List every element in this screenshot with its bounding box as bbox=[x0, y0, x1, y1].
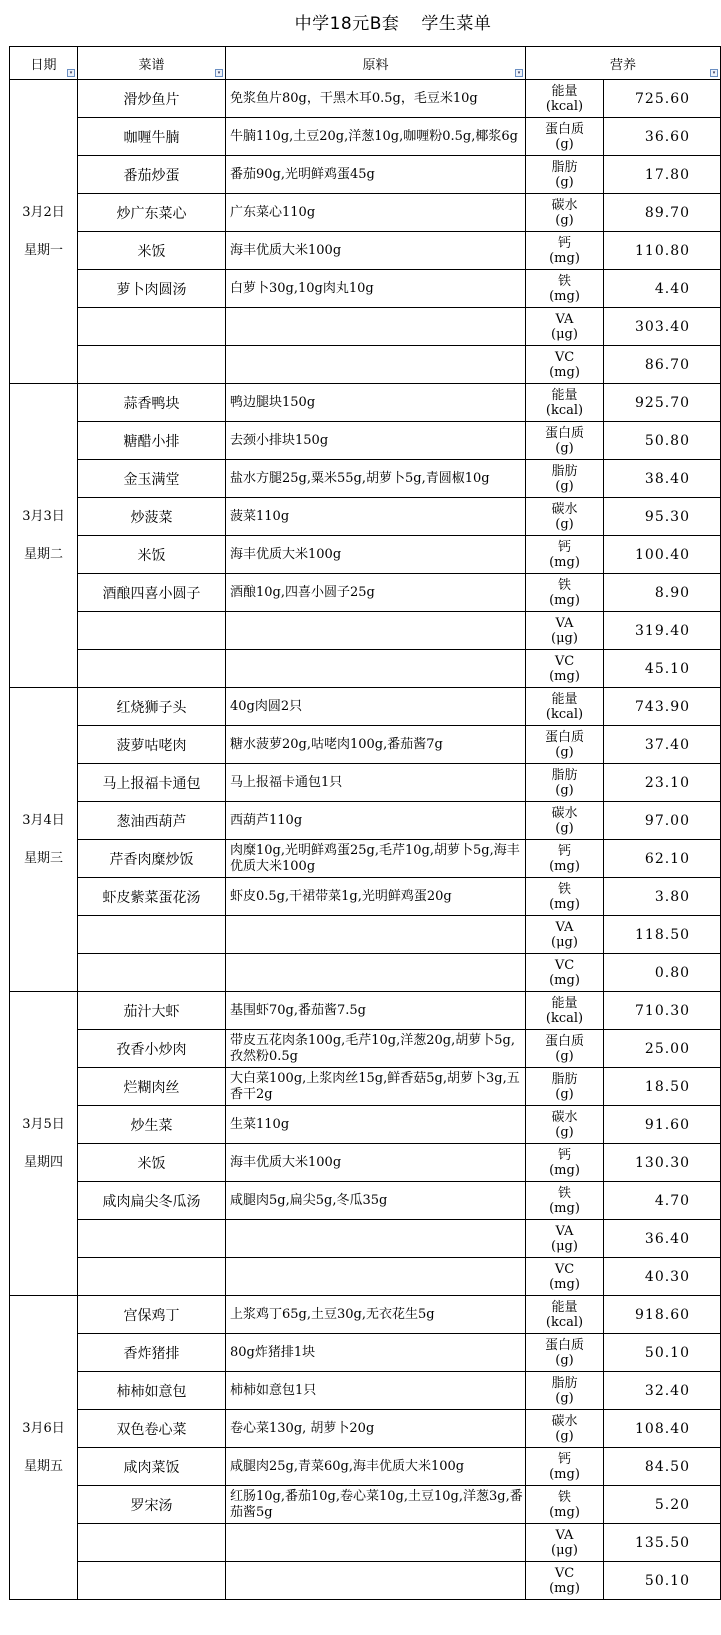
ingredients-cell[interactable]: 肉糜10g,光明鲜鸡蛋25g,毛芹10g,胡萝卜5g,海丰优质大米100g bbox=[226, 840, 526, 878]
ingredients-cell[interactable]: 咸腿肉5g,扁尖5g,冬瓜35g bbox=[226, 1182, 526, 1220]
ingredients-cell[interactable]: 免浆鱼片80g，干黑木耳0.5g，毛豆米10g bbox=[226, 80, 526, 118]
table-row bbox=[10, 1030, 721, 1068]
ingredients-cell[interactable]: 海丰优质大米100g bbox=[226, 536, 526, 574]
table-row bbox=[10, 1486, 721, 1524]
nutrient-value-cell[interactable]: 84.50 bbox=[604, 1448, 721, 1486]
dish-name-cell[interactable] bbox=[78, 1562, 226, 1600]
date-label: 3月4日 bbox=[22, 812, 65, 828]
ingredients-cell[interactable]: 糖水菠萝20g,咕咾肉100g,番茄酱7g bbox=[226, 726, 526, 764]
date-cell[interactable] bbox=[10, 384, 78, 688]
weekday-label: 星期四 bbox=[23, 1154, 63, 1170]
ingredients-cell[interactable]: 牛腩110g,土豆20g,洋葱10g,咖喱粉0.5g,椰浆6g bbox=[226, 118, 526, 156]
nutrient-value-cell[interactable]: 97.00 bbox=[604, 802, 721, 840]
dish-name-cell[interactable]: 咖喱牛腩 bbox=[78, 118, 226, 156]
nutrient-name-cell[interactable]: 脂肪 (g) bbox=[526, 1372, 604, 1410]
nutrient-value-cell[interactable]: 32.40 bbox=[604, 1372, 721, 1410]
nutrient-value-cell[interactable]: 118.50 bbox=[604, 916, 721, 954]
nutrient-value-cell[interactable]: 5.20 bbox=[604, 1486, 721, 1524]
ingredients-cell[interactable]: 带皮五花肉条100g,毛芹10g,洋葱20g,胡萝卜5g,孜然粉0.5g bbox=[226, 1030, 526, 1068]
dish-name-cell[interactable]: 香炸猪排 bbox=[78, 1334, 226, 1372]
nutrient-value-cell[interactable]: 710.30 bbox=[604, 992, 721, 1030]
table-row bbox=[10, 612, 721, 650]
ingredients-cell[interactable]: 西葫芦110g bbox=[226, 802, 526, 840]
ingredients-cell[interactable] bbox=[226, 954, 526, 992]
ingredients-cell[interactable]: 盐水方腿25g,粟米55g,胡萝卜5g,青圆椒10g bbox=[226, 460, 526, 498]
table-row bbox=[10, 1220, 721, 1258]
date-label: 3月5日 bbox=[22, 1116, 65, 1132]
nutrient-value-cell[interactable]: 23.10 bbox=[604, 764, 721, 802]
nutrient-name-cell[interactable]: 蛋白质 (g) bbox=[526, 1334, 604, 1372]
table-row bbox=[10, 726, 721, 764]
date-cell[interactable] bbox=[10, 1296, 78, 1600]
ingredients-cell[interactable]: 马上报福卡通包1只 bbox=[226, 764, 526, 802]
ingredients-cell[interactable] bbox=[226, 1562, 526, 1600]
table-row bbox=[10, 1258, 721, 1296]
ingredients-cell[interactable]: 基围虾70g,番茄酱7.5g bbox=[226, 992, 526, 1030]
dish-name-cell[interactable]: 蒜香鸭块 bbox=[78, 384, 226, 422]
nutrient-value-cell[interactable]: 319.40 bbox=[604, 612, 721, 650]
dish-name-cell[interactable] bbox=[78, 1220, 226, 1258]
ingredients-cell[interactable]: 海丰优质大米100g bbox=[226, 1144, 526, 1182]
ingredients-cell[interactable] bbox=[226, 308, 526, 346]
dish-name-cell[interactable]: 酒酿四喜小圆子 bbox=[78, 574, 226, 612]
nutrient-name-cell[interactable]: VA (μg) bbox=[526, 308, 604, 346]
nutrient-name-cell[interactable]: 铁 (mg) bbox=[526, 1182, 604, 1220]
table-row bbox=[10, 308, 721, 346]
nutrient-value-cell[interactable]: 40.30 bbox=[604, 1258, 721, 1296]
header-ingredients[interactable] bbox=[226, 47, 526, 80]
nutrient-name-cell[interactable]: 蛋白质 (g) bbox=[526, 422, 604, 460]
dish-name-cell[interactable]: 虾皮紫菜蛋花汤 bbox=[78, 878, 226, 916]
ingredients-cell[interactable]: 菠菜110g bbox=[226, 498, 526, 536]
ingredients-cell[interactable]: 红肠10g,番茄10g,卷心菜10g,土豆10g,洋葱3g,番茄酱5g bbox=[226, 1486, 526, 1524]
dish-name-cell[interactable]: 萝卜肉圆汤 bbox=[78, 270, 226, 308]
table-row bbox=[10, 992, 721, 1030]
ingredients-cell[interactable]: 海丰优质大米100g bbox=[226, 232, 526, 270]
header-date-label: 日期 bbox=[30, 57, 57, 73]
nutrient-name-cell[interactable]: 碳水 (g) bbox=[526, 194, 604, 232]
nutrient-value-cell[interactable]: 925.70 bbox=[604, 384, 721, 422]
nutrient-name-cell[interactable]: VA (μg) bbox=[526, 1220, 604, 1258]
dish-name-cell[interactable]: 炒生菜 bbox=[78, 1106, 226, 1144]
dish-name-cell[interactable] bbox=[78, 916, 226, 954]
table-row bbox=[10, 1296, 721, 1334]
table-row bbox=[10, 384, 721, 422]
dish-name-cell[interactable] bbox=[78, 308, 226, 346]
ingredients-cell[interactable]: 咸腿肉25g,青菜60g,海丰优质大米100g bbox=[226, 1448, 526, 1486]
dish-name-cell[interactable] bbox=[78, 1258, 226, 1296]
menu-table bbox=[9, 46, 721, 1600]
filter-dropdown-icon[interactable]: ▾ bbox=[710, 69, 718, 77]
dish-name-cell[interactable]: 双色卷心菜 bbox=[78, 1410, 226, 1448]
ingredients-cell[interactable]: 酒酿10g,四喜小圆子25g bbox=[226, 574, 526, 612]
ingredients-cell[interactable]: 广东菜心110g bbox=[226, 194, 526, 232]
table-row bbox=[10, 1372, 721, 1410]
dish-name-cell[interactable]: 宫保鸡丁 bbox=[78, 1296, 226, 1334]
table-row bbox=[10, 232, 721, 270]
dish-name-cell[interactable]: 菠萝咕咾肉 bbox=[78, 726, 226, 764]
nutrient-name-cell[interactable]: 钙 (mg) bbox=[526, 232, 604, 270]
ingredients-cell[interactable] bbox=[226, 650, 526, 688]
header-ingredients-label: 原料 bbox=[362, 57, 389, 73]
page-title bbox=[237, 2, 549, 46]
title-text: 中学18元B套 bbox=[294, 14, 400, 34]
nutrient-name-cell[interactable]: 钙 (mg) bbox=[526, 1144, 604, 1182]
table-row bbox=[10, 156, 721, 194]
table-row bbox=[10, 118, 721, 156]
header-dish-label: 菜谱 bbox=[138, 57, 165, 73]
nutrient-value-cell[interactable]: 50.80 bbox=[604, 422, 721, 460]
table-row bbox=[10, 650, 721, 688]
nutrient-name-cell[interactable]: VC (mg) bbox=[526, 1562, 604, 1600]
filter-dropdown-icon[interactable]: ▾ bbox=[67, 69, 75, 77]
filter-dropdown-icon[interactable]: ▾ bbox=[515, 69, 523, 77]
nutrient-name-cell[interactable]: 碳水 (g) bbox=[526, 1410, 604, 1448]
nutrient-value-cell[interactable]: 110.80 bbox=[604, 232, 721, 270]
nutrient-name-cell[interactable]: VA (μg) bbox=[526, 916, 604, 954]
table-row bbox=[10, 878, 721, 916]
dish-name-cell[interactable] bbox=[78, 1524, 226, 1562]
ingredients-cell[interactable]: 生菜110g bbox=[226, 1106, 526, 1144]
nutrient-name-cell[interactable]: 能量 (kcal) bbox=[526, 384, 604, 422]
table-row bbox=[10, 498, 721, 536]
ingredients-cell[interactable]: 鸭边腿块150g bbox=[226, 384, 526, 422]
nutrient-name-cell[interactable]: 脂肪 (g) bbox=[526, 764, 604, 802]
table-row bbox=[10, 688, 721, 726]
table-row bbox=[10, 1182, 721, 1220]
nutrient-value-cell[interactable]: 50.10 bbox=[604, 1562, 721, 1600]
table-row bbox=[10, 1410, 721, 1448]
filter-dropdown-icon[interactable]: ▾ bbox=[215, 69, 223, 77]
table-row bbox=[10, 1068, 721, 1106]
nutrient-name-cell[interactable]: 铁 (mg) bbox=[526, 270, 604, 308]
nutrient-value-cell[interactable]: 743.90 bbox=[604, 688, 721, 726]
nutrient-value-cell[interactable]: 100.40 bbox=[604, 536, 721, 574]
dish-name-cell[interactable]: 茄汁大虾 bbox=[78, 992, 226, 1030]
date-cell[interactable] bbox=[10, 80, 78, 384]
nutrient-value-cell[interactable]: 135.50 bbox=[604, 1524, 721, 1562]
dish-name-cell[interactable]: 咸肉扁尖冬瓜汤 bbox=[78, 1182, 226, 1220]
dish-name-cell[interactable]: 米饭 bbox=[78, 232, 226, 270]
nutrient-value-cell[interactable]: 89.70 bbox=[604, 194, 721, 232]
nutrient-name-cell[interactable]: VA (μg) bbox=[526, 1524, 604, 1562]
nutrient-name-cell[interactable]: 碳水 (g) bbox=[526, 1106, 604, 1144]
header-dish[interactable] bbox=[78, 47, 226, 80]
ingredients-cell[interactable]: 去颈小排块150g bbox=[226, 422, 526, 460]
table-row bbox=[10, 802, 721, 840]
nutrient-name-cell[interactable]: 脂肪 (g) bbox=[526, 156, 604, 194]
nutrient-value-cell[interactable]: 36.60 bbox=[604, 118, 721, 156]
table-row bbox=[10, 1334, 721, 1372]
dish-name-cell[interactable] bbox=[78, 346, 226, 384]
ingredients-cell[interactable]: 大白菜100g,上浆肉丝15g,鲜香菇5g,胡萝卜3g,五香干2g bbox=[226, 1068, 526, 1106]
nutrient-value-cell[interactable]: 0.80 bbox=[604, 954, 721, 992]
ingredients-cell[interactable] bbox=[226, 916, 526, 954]
ingredients-cell[interactable] bbox=[226, 346, 526, 384]
table-row bbox=[10, 1448, 721, 1486]
nutrient-value-cell[interactable]: 3.80 bbox=[604, 878, 721, 916]
dish-name-cell[interactable]: 炒广东菜心 bbox=[78, 194, 226, 232]
nutrient-name-cell[interactable]: 铁 (mg) bbox=[526, 1486, 604, 1524]
ingredients-cell[interactable]: 番茄90g,光明鲜鸡蛋45g bbox=[226, 156, 526, 194]
date-label: 3月2日 bbox=[22, 204, 65, 220]
weekday-label: 星期二 bbox=[23, 546, 63, 562]
nutrient-name-cell[interactable]: 蛋白质 (g) bbox=[526, 726, 604, 764]
nutrient-name-cell[interactable]: VC (mg) bbox=[526, 1258, 604, 1296]
date-cell[interactable] bbox=[10, 688, 78, 992]
dish-name-cell[interactable]: 咸肉菜饭 bbox=[78, 1448, 226, 1486]
nutrient-name-cell[interactable]: 能量 (kcal) bbox=[526, 688, 604, 726]
date-label: 3月3日 bbox=[22, 508, 65, 524]
ingredients-cell[interactable]: 白萝卜30g,10g肉丸10g bbox=[226, 270, 526, 308]
table-row bbox=[10, 536, 721, 574]
dish-name-cell[interactable]: 番茄炒蛋 bbox=[78, 156, 226, 194]
dish-name-cell[interactable] bbox=[78, 954, 226, 992]
nutrient-name-cell[interactable]: 铁 (mg) bbox=[526, 878, 604, 916]
nutrient-value-cell[interactable]: 130.30 bbox=[604, 1144, 721, 1182]
dish-name-cell[interactable]: 孜香小炒肉 bbox=[78, 1030, 226, 1068]
nutrient-value-cell[interactable]: 38.40 bbox=[604, 460, 721, 498]
table-row bbox=[10, 1562, 721, 1600]
dish-name-cell[interactable]: 烂糊肉丝 bbox=[78, 1068, 226, 1106]
nutrient-value-cell[interactable]: 18.50 bbox=[604, 1068, 721, 1106]
nutrient-name-cell[interactable]: VC (mg) bbox=[526, 954, 604, 992]
nutrient-name-cell[interactable]: 钙 (mg) bbox=[526, 840, 604, 878]
nutrient-value-cell[interactable]: 725.60 bbox=[604, 80, 721, 118]
ingredients-cell[interactable]: 上浆鸡丁65g,土豆30g,无衣花生5g bbox=[226, 1296, 526, 1334]
dish-name-cell[interactable]: 米饭 bbox=[78, 1144, 226, 1182]
nutrient-value-cell[interactable]: 918.60 bbox=[604, 1296, 721, 1334]
nutrient-name-cell[interactable]: 铁 (mg) bbox=[526, 574, 604, 612]
nutrient-value-cell[interactable]: 36.40 bbox=[604, 1220, 721, 1258]
menu-body bbox=[10, 80, 721, 1600]
table-row bbox=[10, 194, 721, 232]
nutrient-value-cell[interactable]: 91.60 bbox=[604, 1106, 721, 1144]
table-row bbox=[10, 460, 721, 498]
ingredients-cell[interactable] bbox=[226, 612, 526, 650]
dish-name-cell[interactable]: 米饭 bbox=[78, 536, 226, 574]
table-row bbox=[10, 954, 721, 992]
nutrient-name-cell[interactable]: 能量 (kcal) bbox=[526, 1296, 604, 1334]
header-nutrition-label: 营养 bbox=[610, 57, 637, 73]
table-row bbox=[10, 916, 721, 954]
table-row bbox=[10, 422, 721, 460]
table-row bbox=[10, 270, 721, 308]
nutrient-value-cell[interactable]: 4.70 bbox=[604, 1182, 721, 1220]
ingredients-cell[interactable] bbox=[226, 1258, 526, 1296]
title-row bbox=[0, 0, 721, 46]
weekday-label: 星期三 bbox=[23, 850, 63, 866]
table-row bbox=[10, 1524, 721, 1562]
dish-name-cell[interactable]: 马上报福卡通包 bbox=[78, 764, 226, 802]
header-nutrition[interactable] bbox=[526, 47, 721, 80]
nutrient-name-cell[interactable]: VC (mg) bbox=[526, 346, 604, 384]
nutrient-name-cell[interactable]: VC (mg) bbox=[526, 650, 604, 688]
nutrient-name-cell[interactable]: VA (μg) bbox=[526, 612, 604, 650]
ingredients-cell[interactable]: 卷心菜130g, 胡萝卜20g bbox=[226, 1410, 526, 1448]
nutrient-name-cell[interactable]: 蛋白质 (g) bbox=[526, 1030, 604, 1068]
nutrient-name-cell[interactable]: 碳水 (g) bbox=[526, 498, 604, 536]
dish-name-cell[interactable]: 罗宋汤 bbox=[78, 1486, 226, 1524]
nutrient-value-cell[interactable]: 8.90 bbox=[604, 574, 721, 612]
table-row bbox=[10, 764, 721, 802]
dish-name-cell[interactable] bbox=[78, 612, 226, 650]
table-row bbox=[10, 1144, 721, 1182]
date-cell[interactable] bbox=[10, 992, 78, 1296]
date-label: 3月6日 bbox=[22, 1420, 65, 1436]
table-row bbox=[10, 346, 721, 384]
table-row bbox=[10, 840, 721, 878]
dish-name-cell[interactable]: 红烧狮子头 bbox=[78, 688, 226, 726]
nutrient-name-cell[interactable]: 蛋白质 (g) bbox=[526, 118, 604, 156]
nutrient-name-cell[interactable]: 脂肪 (g) bbox=[526, 1068, 604, 1106]
nutrient-value-cell[interactable]: 17.80 bbox=[604, 156, 721, 194]
dish-name-cell[interactable]: 炒菠菜 bbox=[78, 498, 226, 536]
dish-name-cell[interactable] bbox=[78, 650, 226, 688]
nutrient-value-cell[interactable]: 86.70 bbox=[604, 346, 721, 384]
dish-name-cell[interactable]: 柿柿如意包 bbox=[78, 1372, 226, 1410]
ingredients-cell[interactable]: 虾皮0.5g,干裙带菜1g,光明鲜鸡蛋20g bbox=[226, 878, 526, 916]
dish-name-cell[interactable]: 芹香肉糜炒饭 bbox=[78, 840, 226, 878]
ingredients-cell[interactable] bbox=[226, 1524, 526, 1562]
nutrient-value-cell[interactable]: 95.30 bbox=[604, 498, 721, 536]
nutrient-name-cell[interactable]: 钙 (mg) bbox=[526, 1448, 604, 1486]
weekday-label: 星期一 bbox=[23, 242, 63, 258]
nutrient-value-cell[interactable]: 108.40 bbox=[604, 1410, 721, 1448]
nutrient-name-cell[interactable]: 能量 (kcal) bbox=[526, 992, 604, 1030]
nutrient-name-cell[interactable]: 碳水 (g) bbox=[526, 802, 604, 840]
dish-name-cell[interactable]: 滑炒鱼片 bbox=[78, 80, 226, 118]
nutrient-name-cell[interactable]: 能量 (kcal) bbox=[526, 80, 604, 118]
ingredients-cell[interactable]: 柿柿如意包1只 bbox=[226, 1372, 526, 1410]
dish-name-cell[interactable]: 葱油西葫芦 bbox=[78, 802, 226, 840]
nutrient-value-cell[interactable]: 62.10 bbox=[604, 840, 721, 878]
header-row bbox=[10, 47, 721, 80]
nutrient-name-cell[interactable]: 脂肪 (g) bbox=[526, 460, 604, 498]
nutrient-value-cell[interactable]: 303.40 bbox=[604, 308, 721, 346]
nutrient-value-cell[interactable]: 37.40 bbox=[604, 726, 721, 764]
dish-name-cell[interactable]: 糖醋小排 bbox=[78, 422, 226, 460]
nutrient-name-cell[interactable]: 钙 (mg) bbox=[526, 536, 604, 574]
nutrient-value-cell[interactable]: 4.40 bbox=[604, 270, 721, 308]
ingredients-cell[interactable]: 80g炸猪排1块 bbox=[226, 1334, 526, 1372]
nutrient-value-cell[interactable]: 25.00 bbox=[604, 1030, 721, 1068]
table-row bbox=[10, 1106, 721, 1144]
dish-name-cell[interactable]: 金玉满堂 bbox=[78, 460, 226, 498]
table-row bbox=[10, 574, 721, 612]
ingredients-cell[interactable] bbox=[226, 1220, 526, 1258]
subtitle-text: 学生菜单 bbox=[421, 14, 492, 34]
ingredients-cell[interactable]: 40g肉圆2只 bbox=[226, 688, 526, 726]
header-date[interactable] bbox=[10, 47, 78, 80]
table-row bbox=[10, 80, 721, 118]
nutrient-value-cell[interactable]: 50.10 bbox=[604, 1334, 721, 1372]
nutrient-value-cell[interactable]: 45.10 bbox=[604, 650, 721, 688]
weekday-label: 星期五 bbox=[23, 1458, 63, 1474]
